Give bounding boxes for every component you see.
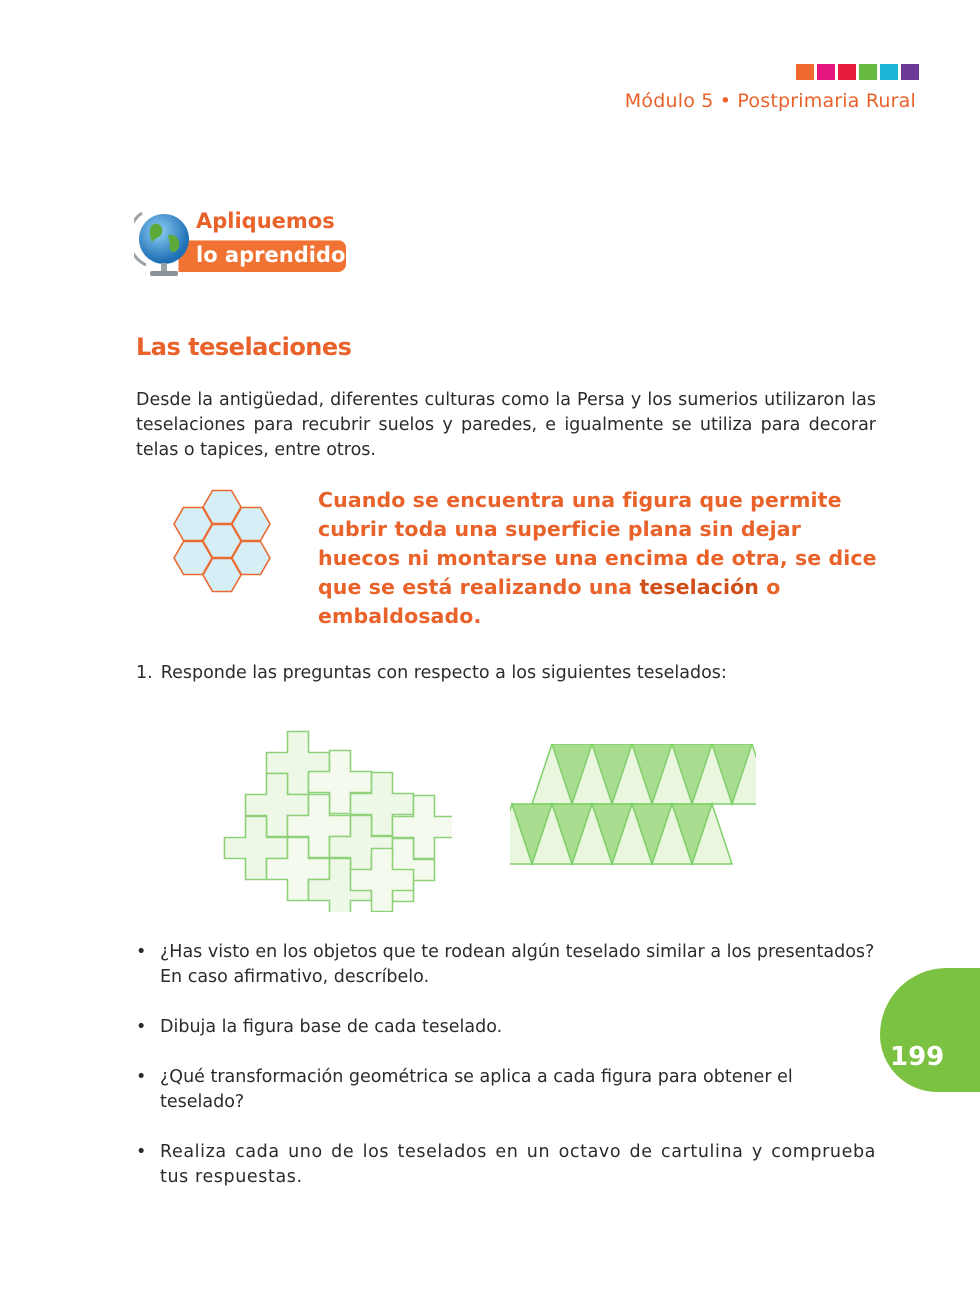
definition-callout — [318, 486, 878, 631]
page-number: 199 — [890, 1042, 945, 1072]
exercise-question — [136, 663, 727, 683]
list-item — [136, 1140, 876, 1190]
color-swatch — [838, 64, 856, 80]
list-item — [136, 1065, 876, 1115]
module-header: Módulo 5 • Postprimaria Rural — [624, 90, 916, 112]
bullet-text: ¿Has visto en los objetos que te rodean algún teselado similar a los presentados? En caso afirmativo, descríbelo. — [160, 942, 875, 987]
cross-tessellation-figure — [208, 730, 452, 912]
color-swatch — [880, 64, 898, 80]
color-swatch — [901, 64, 919, 80]
question-number: 1. — [136, 663, 153, 683]
color-swatch — [817, 64, 835, 80]
section-badge — [134, 205, 364, 285]
hexagon-tessellation-figure — [160, 484, 284, 606]
definition-text: Cuando se encuentra una figura que permite cubrir toda una superficie plana sin dejar huecos ni montarse una encima de otra, se dice que se está realizando una — [318, 488, 877, 599]
question-text: Responde las preguntas con respecto a los siguientes teselados: — [160, 663, 727, 683]
list-item — [136, 1015, 876, 1040]
triangle-tessellation-figure — [510, 744, 756, 868]
bullet-dot: • — [136, 1067, 147, 1087]
bullet-list — [136, 940, 876, 1215]
intro-paragraph: Desde la antigüedad, diferentes culturas como la Persa y los sumerios utilizaron las teselaciones para recubrir suelos y paredes, e igualmente se utiliza para decorar telas o tapices, entre otros. — [136, 390, 876, 460]
badge-title-line1: Apliquemos — [196, 209, 335, 233]
badge-title-line2: lo aprendido — [196, 243, 346, 267]
bullet-text: Realiza cada uno de los teselados en un octavo de cartulina y comprueba tus respuestas. — [160, 1142, 876, 1187]
globe-icon — [134, 205, 194, 280]
definition-keyword: teselación — [639, 575, 759, 599]
color-swatch — [859, 64, 877, 80]
bullet-text: Dibuja la figura base de cada teselado. — [160, 1017, 503, 1037]
bullet-text: ¿Qué transformación geométrica se aplica a cada figura para obtener el teselado? — [160, 1067, 793, 1112]
list-item — [136, 940, 876, 990]
color-strip — [796, 64, 919, 80]
page-tab — [880, 968, 980, 1092]
bullet-dot: • — [136, 942, 147, 962]
definition-text-end: o embaldosado. — [318, 575, 781, 628]
color-swatch — [796, 64, 814, 80]
bullet-dot: • — [136, 1017, 147, 1037]
bullet-dot: • — [136, 1142, 147, 1162]
section-title: Las teselaciones — [136, 333, 352, 361]
